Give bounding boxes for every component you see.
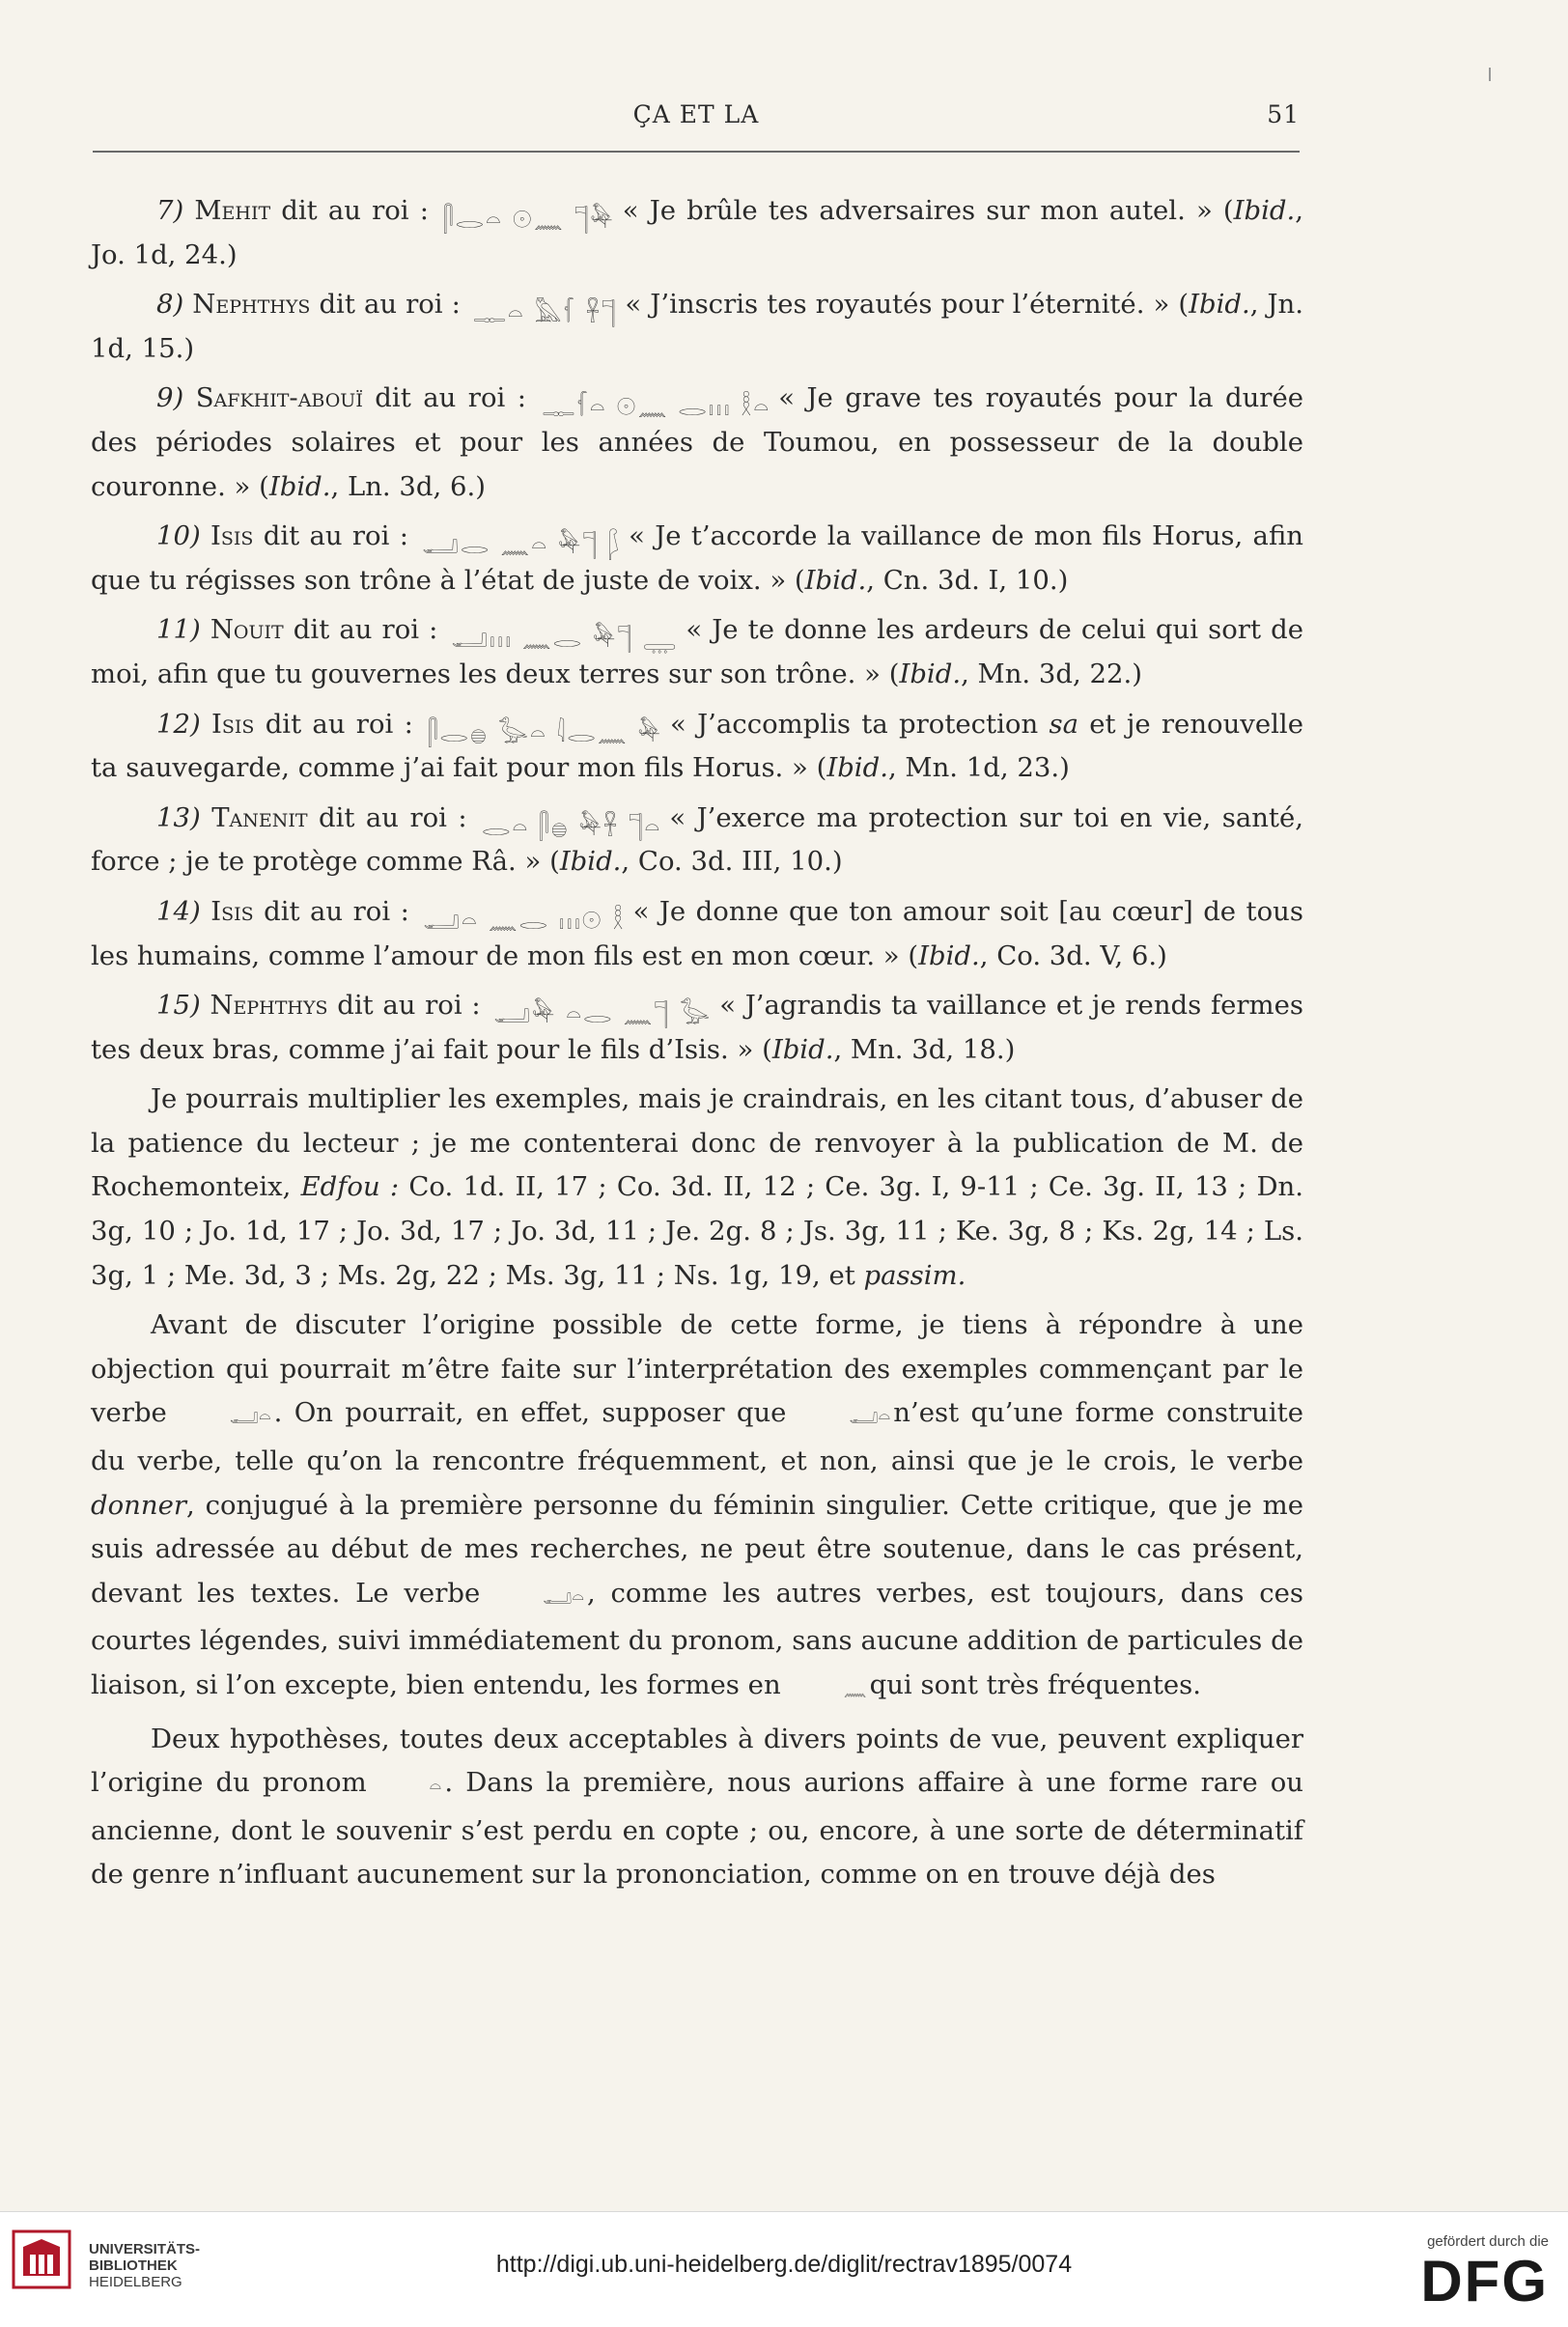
paragraph-text: Co. 1d. II, 17 ; Co. 3d. II, 12 ; Ce. 3g. I, 9-11 ; Ce. 3g. II, 13 ; Dn. 3g, 10 ; Jo. 1d, 17 ; Jo. 3d, 17 ; Jo. 3d, 11 ; Je. 2g. 8 ; Js. 3g, 11 ; Ke. 3g, 8 ; Ks. 2g, 14 ; Ls. 3g, 1 ; Me. 3d, 3 ; Ms. 2g, 22 ; Ms. 3g, 11 ; Ns. 1g, 19, et [91, 1171, 1304, 1291]
hieroglyph-inline: 𓂝𓏏 [849, 1405, 891, 1429]
example-citation: , Co. 3d. III, 10.) [621, 846, 843, 878]
speaker-name: Tanenit [211, 801, 308, 833]
paragraph-hypotheses [91, 1718, 1303, 1897]
example-citation: , Mn. 3d, 18.) [833, 1033, 1016, 1065]
example-citation: , Cn. 3d. I, 10.) [866, 564, 1069, 596]
ibid-reference: Ibid. [1189, 289, 1250, 321]
paragraph-text: Je pourrais multiplier les exemples, mais je craindrais, en les citant tous, d’abuser de la patience du lecteur ; je me contenterai donc de renvoyer à la publication de M. de Rochemonteix, [91, 1083, 1303, 1203]
example-lead: dit au roi : [362, 382, 539, 414]
passim-word: passim. [863, 1259, 966, 1291]
hieroglyph-inline: 𓂝𓏏 [229, 1405, 271, 1429]
hieroglyph-group: 𓊃𓆳𓏏 𓇳𓈖 𓂋𓏥 𓎛𓏏 [542, 393, 771, 422]
paragraph-text: , conjugué à la première personne du féminin singulier. Cette critique, que je me suis adressée au début de mes recherches, ne peut être soutenue, dans le cas présent, devant les textes. Le verbe [91, 1489, 1303, 1609]
permalink-url[interactable]: http://digi.ub.uni-heidelberg.de/diglit/rectrav1895/0074 [495, 2251, 1073, 2278]
example-14 [91, 890, 1303, 978]
example-lead: dit au roi : [253, 895, 420, 927]
ibid-reference: Ibid. [804, 564, 867, 596]
example-number: 7) [156, 195, 184, 226]
speaker-name: Safkhit-abouï [195, 382, 363, 414]
speaker-name: Isis [211, 708, 255, 740]
dfg-logo: DFG [1420, 2249, 1549, 2313]
example-translation: « J’accomplis ta protection [670, 708, 1050, 740]
library-name-line: BIBLIOTHEK [89, 2257, 178, 2274]
header-rule [93, 151, 1300, 153]
example-number: 10) [156, 520, 201, 552]
example-translation-cont: et je renouvelle ta sauvegarde, comme j’ai fait pour mon fils Horus. » ( [91, 708, 1303, 784]
example-number: 15) [156, 990, 201, 1022]
ibid-reference: Ibid. [826, 752, 888, 784]
example-lead: dit au roi : [283, 614, 448, 646]
example-translation: « Je donne que ton amour soit [au cœur] de tous les humains, comme l’amour de mon fils est en mon cœur. » ( [91, 895, 1303, 971]
ibid-reference: Ibid. [1233, 195, 1296, 226]
example-number: 12) [156, 708, 201, 740]
hieroglyph-group: 𓂝𓂋 𓈖𓏏 𓅆𓊹 𓆄 [422, 531, 622, 560]
paragraph-text: Deux hypothèses, toutes deux acceptables à divers points de vue, peuvent expliquer l’origine du pronom [91, 1723, 1303, 1799]
ibid-reference: Ibid. [771, 1033, 834, 1065]
running-title: ÇA ET LA [632, 100, 760, 128]
speaker-name: Mehit [194, 195, 271, 226]
paragraph-text: n’est qu’une forme construite du verbe, telle qu’on la rencontre fréquemment, et non, ainsi que je le crois, le verbe [91, 1397, 1303, 1477]
ibid-reference: Ibid. [559, 846, 622, 878]
paragraph-text: qui sont très fréquentes. [869, 1669, 1202, 1700]
example-translation: « Je brûle tes adversaires sur mon autel. » ( [622, 195, 1234, 226]
hieroglyph-group: 𓂋𓏏 𓋴𓐍 𓅆𓋹 𓊹𓏏 [482, 812, 662, 841]
example-lead: dit au roi : [327, 990, 490, 1022]
italic-word: donner [91, 1489, 187, 1521]
speaker-name: Nephthys [192, 289, 311, 321]
ibid-reference: Ibid. [899, 658, 962, 689]
page-edge-mark [1489, 68, 1491, 81]
example-citation: , Ln. 3d, 6.) [330, 470, 486, 502]
example-7 [91, 189, 1303, 277]
example-lead: dit au roi : [310, 289, 469, 321]
example-citation: , Mn. 3d, 22.) [961, 658, 1142, 689]
hieroglyph-group: 𓋴𓂋𓐍 𓅭𓏏 𓇋𓂋𓈖 𓅆 [428, 718, 663, 747]
sponsor-note: gefördert durch die [1427, 2233, 1549, 2250]
paragraph-references [91, 1078, 1303, 1298]
example-lead: dit au roi : [307, 801, 479, 833]
example-11 [91, 608, 1303, 696]
example-translation: « Je te donne les ardeurs de celui qui sort de moi, afin que tu gouvernes les deux terres sur son trône. » ( [91, 614, 1303, 689]
example-lead: dit au roi : [253, 520, 419, 552]
hieroglyph-inline: 𓂝𓏏 [543, 1584, 584, 1609]
example-lead: dit au roi : [270, 195, 440, 226]
speaker-name: Isis [210, 520, 254, 552]
ibid-reference: Ibid. [268, 470, 331, 502]
example-translation: « J’exerce ma protection sur toi en vie, santé, force ; je te protège comme Râ. » ( [91, 801, 1303, 878]
example-10 [91, 515, 1303, 603]
hieroglyph-inline: 𓏏 [429, 1775, 442, 1799]
paragraph-objection [91, 1304, 1303, 1711]
example-citation: , Mn. 1d, 23.) [887, 752, 1070, 784]
hieroglyph-group: 𓊃𓏏 𓅓𓆳 𓋹𓊹 [472, 299, 618, 328]
ibid-reference: Ibid. [918, 939, 980, 971]
hieroglyph-group: 𓂝𓏏 𓈖𓂋 𓏥𓇳 𓎛 [423, 906, 626, 935]
library-name-line: HEIDELBERG [89, 2274, 182, 2290]
paragraph-text: . Dans la première, nous aurions affaire à une forme rare ou ancienne, dont le souvenir s’est perdu en copte ; ou, encore, à une sorte de déterminatif de genre n’influant aucunement sur la prononciation, comme on en trouve déjà des [91, 1767, 1303, 1891]
paragraph-text: Avant de discuter l’origine possible de cette forme, je tiens à répondre à une objection qui pourrait m’être faite sur l’interprétation des exemples commençant par le verbe [91, 1309, 1303, 1429]
speaker-name: Nephthys [210, 990, 328, 1022]
example-number: 8) [156, 289, 184, 321]
example-number: 9) [156, 382, 184, 414]
example-translation: « J’inscris tes royautés pour l’éternité. » ( [625, 289, 1190, 321]
example-translation: « Je t’accorde la vaillance de mon fils Horus, afin que tu régisses son trône à l’état de juste de voix. » ( [91, 520, 1304, 596]
hieroglyph-inline: 𓈖 [843, 1677, 867, 1700]
example-8 [91, 283, 1303, 371]
italic-word: sa [1049, 708, 1078, 740]
example-citation: , Jn. 1d, 15.) [91, 289, 1303, 364]
paragraph-text: , comme les autres verbes, est toujours, dans ces courtes légendes, suivi immédiatement du pronom, sans aucune addition de particules de liaison, si l’on excepte, bien entendu, les formes en [91, 1577, 1303, 1700]
hieroglyph-group: 𓋴𓂋𓏏 𓇳𓈖 𓊹𓅆 [443, 206, 615, 234]
example-number: 14) [156, 895, 201, 927]
viewer-footer [0, 2211, 1568, 2327]
example-lead: dit au roi : [254, 708, 425, 740]
example-citation: , Co. 3d. V, 6.) [979, 939, 1167, 971]
example-translation: « J’agrandis ta vaillance et je rends fermes tes deux bras, comme j’ai fait pour le fils d’Isis. » ( [91, 990, 1304, 1065]
speaker-name: Isis [210, 895, 254, 927]
example-citation: , Jo. 1d, 24.) [91, 195, 1303, 270]
example-12 [91, 703, 1303, 791]
paragraph-text: . On pourrait, en effet, supposer que [273, 1397, 787, 1429]
library-name-line: UNIVERSITÄTS- [89, 2241, 201, 2257]
hieroglyph-group: 𓂝𓅆 𓏏𓂋 𓈖𓊹 𓅭 [493, 1000, 713, 1029]
example-9 [91, 377, 1303, 509]
body-text [91, 189, 1303, 1897]
example-number: 11) [156, 614, 201, 646]
speaker-name: Nouit [210, 614, 284, 646]
page-number: 51 [1267, 100, 1300, 128]
example-15 [91, 984, 1303, 1072]
example-13 [91, 797, 1303, 884]
example-number: 13) [156, 801, 201, 833]
hieroglyph-group: 𓂝𓏥 𓈖𓂋 𓅆𓊹 𓇾 [451, 625, 679, 654]
example-translation: « Je grave tes royautés pour la durée des périodes solaires et pour les années de Toumou, en possesseur de la double couronne. » ( [91, 382, 1304, 502]
edfou-title: Edfou : [300, 1171, 400, 1203]
